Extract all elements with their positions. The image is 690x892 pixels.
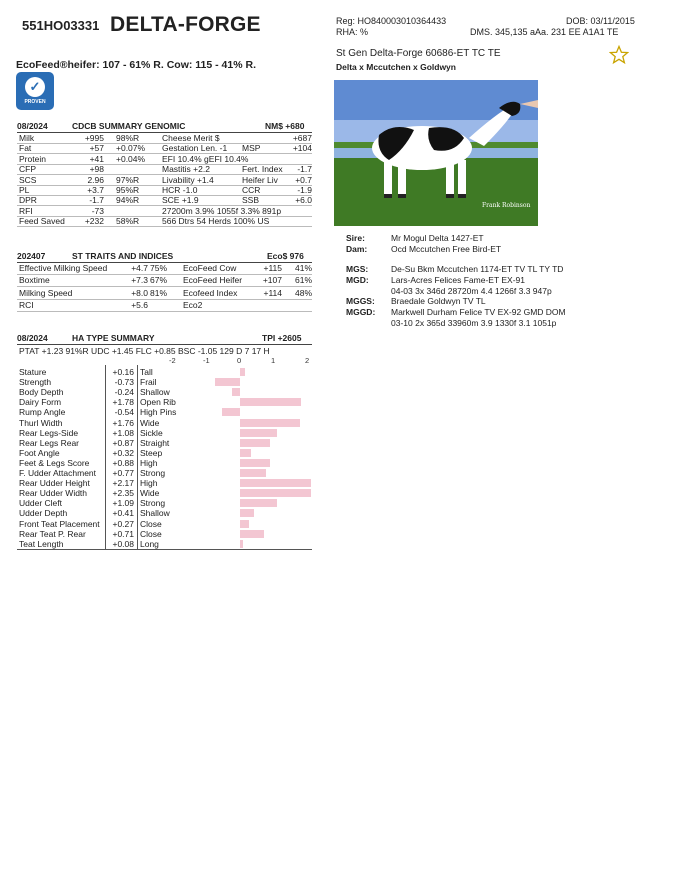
axis-tick-label: 2 bbox=[305, 356, 310, 365]
eco-dollar: Eco$ 976 bbox=[267, 251, 304, 261]
type-trait-value: +0.88 bbox=[112, 457, 134, 468]
genomic-row-value2 bbox=[270, 206, 312, 216]
index-rel: 61% bbox=[294, 275, 312, 286]
type-trait-name: Foot Angle bbox=[19, 447, 60, 458]
trait-label: RCI bbox=[19, 299, 34, 310]
type-trait-name: Rear Legs-Side bbox=[19, 427, 79, 438]
type-trait-desc: Wide bbox=[140, 488, 160, 499]
type-trait-name: Dairy Form bbox=[19, 397, 62, 408]
pedigree-label: MGS: bbox=[346, 264, 369, 274]
genomic-row-label: SCS bbox=[19, 174, 37, 185]
badge-label: PROVEN bbox=[24, 99, 46, 105]
genomic-row-label: PL bbox=[19, 185, 30, 195]
type-trait-bar bbox=[240, 419, 300, 427]
type-trait-name: Front Teat Placement bbox=[19, 518, 100, 529]
trait-label: Effective Milking Speed bbox=[19, 263, 108, 273]
type-trait-desc: Long bbox=[140, 538, 159, 549]
type-trait-bar bbox=[240, 368, 245, 376]
traits-title: ST TRAITS AND INDICES bbox=[72, 251, 174, 261]
pedigree-line: 03-10 2x 365d 33960m 3.9 1330f 3.1 1051p bbox=[391, 318, 557, 328]
type-date: 08/2024 bbox=[17, 333, 48, 343]
type-trait-value: +0.77 bbox=[112, 468, 134, 478]
trait-rel: 75% bbox=[150, 263, 168, 273]
genomic-row-trait2: Heifer Liv bbox=[242, 174, 278, 185]
type-trait-name: Rump Angle bbox=[19, 407, 66, 418]
genomic-row-rel: 98%R bbox=[116, 133, 140, 143]
pedigree-label: Sire: bbox=[346, 233, 365, 243]
genomic-row-value2: +104 bbox=[292, 143, 312, 154]
trait-label: Boxtime bbox=[19, 275, 50, 286]
pedigree-label: Dam: bbox=[346, 244, 368, 254]
genomic-row-trait: SCE +1.9 bbox=[162, 195, 199, 206]
type-trait-bar bbox=[222, 408, 240, 416]
genomic-row-value2 bbox=[270, 154, 312, 164]
genomic-date: 08/2024 bbox=[17, 121, 48, 131]
type-trait-bar bbox=[240, 459, 270, 467]
type-trait-value: +1.09 bbox=[112, 498, 134, 509]
pedigree-line: De-Su Bkm Mccutchen 1174-ET TV TL TY TD bbox=[391, 264, 564, 274]
genomic-row-value: +57 bbox=[89, 143, 104, 154]
index-label: EcoFeed Cow bbox=[183, 263, 237, 273]
row-divider bbox=[17, 226, 312, 227]
type-trait-bar bbox=[240, 479, 311, 487]
reg-number: Reg: HO840003010364433 bbox=[336, 16, 447, 26]
rha: RHA: % bbox=[336, 27, 369, 37]
type-trait-name: Rear Teat P. Rear bbox=[19, 528, 86, 539]
trait-rel: 81% bbox=[150, 287, 168, 298]
genomic-row-value: +995 bbox=[84, 133, 104, 143]
type-trait-value: +2.17 bbox=[112, 478, 134, 489]
bottom-rule bbox=[17, 549, 312, 550]
genomic-row-value: -73 bbox=[91, 205, 104, 216]
type-trait-value: +0.08 bbox=[112, 538, 134, 549]
traits-header bbox=[17, 251, 312, 263]
type-trait-bar bbox=[240, 530, 264, 538]
type-trait-desc: Tall bbox=[140, 367, 153, 377]
genomic-row-rel: +0.04% bbox=[116, 153, 146, 164]
type-trait-desc: Wide bbox=[140, 417, 160, 428]
type-trait-value: +0.87 bbox=[112, 437, 134, 448]
axis-tick-label: 0 bbox=[237, 356, 242, 365]
type-trait-name: Rear Legs Rear bbox=[19, 437, 80, 448]
trait-value: +4.7 bbox=[131, 263, 148, 273]
trait-value: +5.6 bbox=[131, 299, 148, 310]
pedigree-line: 04-03 3x 346d 28720m 4.4 1266f 3.3 947p bbox=[391, 286, 552, 296]
type-trait-value: -0.73 bbox=[114, 377, 134, 388]
trait-label: Milking Speed bbox=[19, 287, 73, 298]
type-trait-value: +0.16 bbox=[112, 367, 134, 377]
genomic-row-trait: HCR -1.0 bbox=[162, 185, 198, 195]
ecofeed-summary: EcoFeed®heifer: 107 - 61% R. Cow: 115 - 41% R. bbox=[16, 59, 256, 71]
axis-tick-label: -2 bbox=[169, 356, 176, 365]
genomic-row-trait2: MSP bbox=[242, 143, 261, 154]
genomic-row-value: +232 bbox=[84, 216, 104, 227]
type-trait-name: Udder Cleft bbox=[19, 498, 62, 509]
dob: DOB: 03/11/2015 bbox=[566, 16, 635, 26]
type-trait-desc: Close bbox=[140, 528, 162, 539]
genomic-row-label: CFP bbox=[19, 164, 36, 175]
type-trait-bar bbox=[240, 509, 254, 517]
type-trait-desc: Strong bbox=[140, 468, 166, 478]
genomic-row-label: DPR bbox=[19, 195, 37, 206]
photo-credit: Frank Robinson bbox=[482, 202, 531, 209]
genomic-row-label: RFI bbox=[19, 205, 33, 216]
type-trait-desc: Frail bbox=[140, 377, 157, 388]
genomic-row-trait2: Fert. Index bbox=[242, 164, 283, 175]
type-trait-name: Thurl Width bbox=[19, 417, 63, 428]
genomic-row-trait: Livability +1.4 bbox=[162, 174, 214, 185]
type-trait-bar bbox=[240, 429, 277, 437]
type-trait-value: +0.27 bbox=[112, 518, 134, 529]
genomic-row-value2: +6.0 bbox=[295, 195, 312, 206]
index-rel: 48% bbox=[294, 287, 312, 298]
genomic-row-value: 2.96 bbox=[87, 174, 104, 185]
genomic-row-value2: +0.7 bbox=[295, 174, 312, 185]
type-trait-value: +0.41 bbox=[112, 508, 134, 519]
type-trait-name: Body Depth bbox=[19, 387, 64, 398]
type-trait-value: +1.08 bbox=[112, 427, 134, 438]
type-trait-name: Strength bbox=[19, 377, 52, 388]
type-trait-value: +0.71 bbox=[112, 528, 134, 539]
trait-value: +8.0 bbox=[131, 287, 148, 298]
genomic-row-rel: 97%R bbox=[116, 174, 140, 185]
genomic-row-label: Feed Saved bbox=[19, 216, 65, 227]
genomic-row-label: Milk bbox=[19, 133, 35, 143]
pedigree-line: Ocd Mccutchen Free Bird-ET bbox=[391, 244, 502, 254]
pedigree-label: MGD: bbox=[346, 275, 369, 285]
type-trait-bar bbox=[240, 540, 243, 548]
genomic-row-rel: 94%R bbox=[116, 195, 140, 206]
pedigree-label: MGGS: bbox=[346, 296, 375, 306]
index-label: Ecofeed Index bbox=[183, 287, 238, 298]
trait-rel: 67% bbox=[150, 275, 168, 286]
type-trait-desc: Steep bbox=[140, 447, 163, 458]
type-trait-value: +0.32 bbox=[112, 447, 134, 458]
genomic-row-label: Fat bbox=[19, 143, 32, 154]
divider-line bbox=[137, 365, 138, 549]
type-trait-desc: Straight bbox=[140, 437, 170, 448]
tpi: TPI +2605 bbox=[262, 333, 302, 343]
lineage: Delta x Mccutchen x Goldwyn bbox=[336, 62, 456, 72]
full-name: St Gen Delta-Forge 60686-ET TC TE bbox=[336, 48, 501, 59]
genomic-row-value2: +687 bbox=[292, 133, 312, 143]
type-trait-name: Udder Depth bbox=[19, 508, 68, 519]
type-trait-bar bbox=[240, 439, 270, 447]
type-trait-name: Rear Udder Width bbox=[19, 488, 88, 499]
genomic-row-value: +98 bbox=[89, 164, 104, 175]
index-value bbox=[250, 300, 282, 310]
type-trait-bar bbox=[240, 499, 277, 507]
nm-dollar: NM$ +680 bbox=[265, 121, 305, 131]
genomic-header bbox=[17, 121, 312, 133]
type-trait-bar bbox=[240, 469, 266, 477]
genomic-row-trait: Gestation Len. -1 bbox=[162, 143, 228, 154]
type-trait-bar bbox=[232, 388, 240, 396]
index-value: +107 bbox=[262, 275, 282, 286]
type-trait-value: +1.78 bbox=[112, 397, 134, 408]
genomic-row-trait: Cheese Merit $ bbox=[162, 133, 220, 143]
axis-tick-label: -1 bbox=[203, 356, 210, 365]
index-rel: 41% bbox=[294, 263, 312, 273]
reg-id: 551HO03331 bbox=[22, 18, 100, 33]
type-trait-bar bbox=[215, 378, 240, 386]
type-trait-bar bbox=[240, 398, 301, 406]
type-trait-desc: Shallow bbox=[140, 387, 170, 398]
genomic-row-value: +3.7 bbox=[87, 185, 104, 195]
type-trait-value: +1.76 bbox=[112, 417, 134, 428]
genomic-row-value2 bbox=[270, 216, 312, 226]
pedigree-line: Mr Mogul Delta 1427-ET bbox=[391, 233, 484, 243]
bull-photo bbox=[334, 80, 538, 226]
type-trait-name: Feet & Legs Score bbox=[19, 457, 90, 468]
row-divider bbox=[17, 311, 312, 312]
genomic-row-rel: 58%R bbox=[116, 216, 140, 227]
pedigree-line: Lars-Acres Felices Fame-ET EX-91 bbox=[391, 275, 525, 285]
genomic-row-value2: -1.9 bbox=[297, 185, 312, 195]
index-label: EcoFeed Heifer bbox=[183, 275, 243, 286]
pedigree-label: MGGD: bbox=[346, 307, 376, 317]
type-trait-desc: Sickle bbox=[140, 427, 163, 438]
type-trait-desc: Strong bbox=[140, 498, 166, 509]
genomic-row-rel: 95%R bbox=[116, 185, 140, 195]
type-trait-desc: High bbox=[140, 478, 158, 489]
genomic-row-value2: -1.7 bbox=[297, 164, 312, 175]
genomic-row-trait2: CCR bbox=[242, 185, 261, 195]
genomic-row-trait2: SSB bbox=[242, 195, 260, 206]
type-title: HA TYPE SUMMARY bbox=[72, 333, 155, 343]
index-value: +115 bbox=[263, 263, 282, 273]
pedigree-line: Markwell Durham Felice TV EX-92 GMD DOM bbox=[391, 307, 566, 317]
type-trait-value: -0.54 bbox=[114, 407, 134, 418]
star-icon[interactable] bbox=[609, 45, 629, 70]
dms-line: DMS. 345,135 aAa. 231 EE A1A1 TE bbox=[470, 27, 619, 37]
genomic-row-trait: EFI 10.4% gEFI 10.4% bbox=[162, 153, 249, 164]
type-header bbox=[17, 333, 312, 345]
genomic-row-trait: 27200m 3.9% 1055f 3.3% 891p bbox=[162, 205, 282, 216]
type-trait-name: Teat Length bbox=[19, 538, 64, 549]
axis-tick-label: 1 bbox=[271, 356, 276, 365]
type-trait-desc: High Pins bbox=[140, 407, 177, 418]
type-trait-name: F. Udder Attachment bbox=[19, 468, 97, 478]
type-trait-desc: Close bbox=[140, 518, 162, 529]
type-trait-bar bbox=[240, 449, 251, 457]
index-label: Eco2 bbox=[183, 299, 203, 310]
type-trait-desc: Shallow bbox=[140, 508, 170, 519]
genomic-row-trait: 566 Dtrs 54 Herds 100% US bbox=[162, 216, 270, 227]
genomic-row-value: +41 bbox=[89, 153, 104, 164]
type-trait-value: +2.35 bbox=[112, 488, 134, 499]
genomic-row-label: Protein bbox=[19, 153, 46, 164]
genomic-row-rel: +0.07% bbox=[116, 143, 146, 154]
index-rel bbox=[284, 300, 312, 310]
index-value: +114 bbox=[263, 287, 282, 298]
type-trait-bar bbox=[240, 489, 311, 497]
genomic-row-trait: Mastitis +2.2 bbox=[162, 164, 210, 175]
pedigree-line: Braedale Goldwyn TV TL bbox=[391, 296, 486, 306]
type-trait-desc: Open Rib bbox=[140, 397, 176, 408]
genomic-row-value: -1.7 bbox=[89, 195, 104, 206]
genomic-title: CDCB SUMMARY GENOMIC bbox=[72, 121, 186, 131]
traits-date: 202407 bbox=[17, 251, 46, 261]
proven-badge bbox=[16, 72, 54, 110]
ptat-line: PTAT +1.23 91%R UDC +1.45 FLC +0.85 BSC -1.05 129 D 7 17 H bbox=[19, 346, 270, 356]
type-trait-value: -0.24 bbox=[114, 387, 134, 398]
check-badge-icon: ✓ bbox=[25, 77, 45, 97]
trait-value: +7.3 bbox=[131, 275, 148, 286]
type-trait-name: Rear Udder Height bbox=[19, 478, 90, 489]
type-trait-bar bbox=[240, 520, 249, 528]
type-trait-name: Stature bbox=[19, 367, 47, 377]
bull-name: DELTA-FORGE bbox=[110, 13, 261, 36]
type-trait-desc: High bbox=[140, 457, 158, 468]
